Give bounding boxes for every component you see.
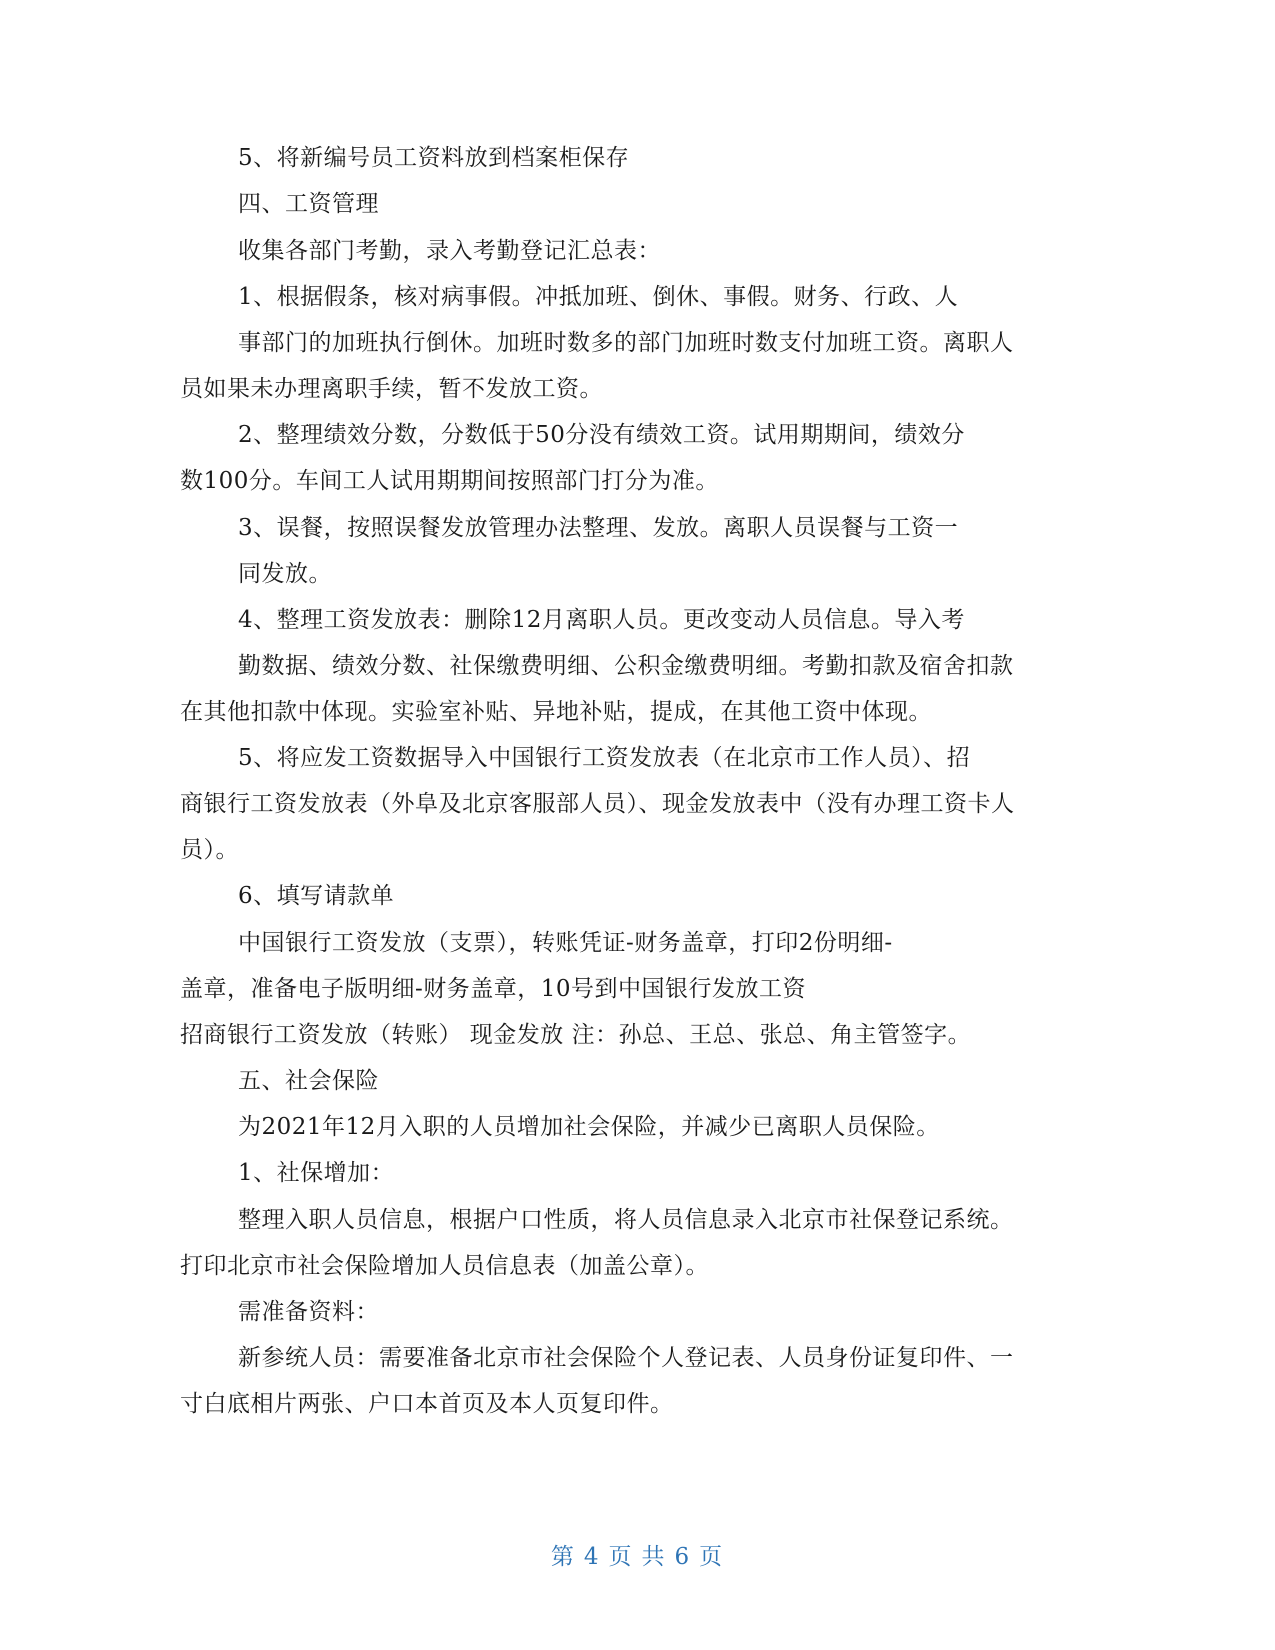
text-line: 5、将新编号员工资料放到档案柜保存 — [238, 145, 630, 171]
text-line: 勤数据、绩效分数、社保缴费明细、公积金缴费明细。考勤扣款及宿舍扣款 — [238, 653, 1014, 679]
text-line: 需准备资料： — [238, 1299, 379, 1325]
section-heading: 四、工资管理 — [238, 191, 379, 217]
text-line: 中国银行工资发放（支票），转账凭证-财务盖章，打印2份明细- — [238, 930, 893, 956]
text-line: 4、整理工资发放表：删除12月离职人员。更改变动人员信息。导入考 — [238, 607, 965, 633]
text-line: 整理入职人员信息，根据户口性质，将人员信息录入北京市社保登记系统。 — [238, 1207, 1014, 1233]
footer-mid2: 共 — [641, 1544, 667, 1570]
text-line: 新参统人员：需要准备北京市社会保险个人登记表、人员身份证复印件、一 — [238, 1345, 1014, 1371]
text-line: 1、根据假条，核对病事假。冲抵加班、倒休、事假。财务、行政、人 — [238, 284, 959, 310]
text-line: 商银行工资发放表（外阜及北京客服部人员）、现金发放表中（没有办理工资卡人 — [180, 791, 1015, 817]
footer-mid1: 页 — [608, 1544, 634, 1570]
text-line: 5、将应发工资数据导入中国银行工资发放表（在北京市工作人员）、招 — [238, 745, 971, 771]
section-heading: 五、社会保险 — [238, 1068, 379, 1094]
text-line: 招商银行工资发放（转账） 现金发放 注：孙总、王总、张总、角主管签字。 — [180, 1022, 972, 1048]
text-line: 事部门的加班执行倒休。加班时数多的部门加班时数支付加班工资。离职人 — [238, 330, 1014, 356]
text-line: 3、误餐，按照误餐发放管理办法整理、发放。离职人员误餐与工资一 — [238, 515, 959, 541]
text-line: 寸白底相片两张、户口本首页及本人页复印件。 — [180, 1391, 674, 1417]
text-line: 同发放。 — [238, 561, 332, 587]
text-line: 打印北京市社会保险增加人员信息表（加盖公章）。 — [180, 1253, 709, 1279]
footer-current-page: 4 — [583, 1544, 601, 1570]
text-line: 员如果未办理离职手续，暂不发放工资。 — [180, 376, 603, 402]
text-line: 收集各部门考勤，录入考勤登记汇总表： — [238, 238, 661, 264]
text-line: 数100分。车间工人试用期期间按照部门打分为准。 — [180, 468, 719, 494]
text-line: 2、整理绩效分数，分数低于50分没有绩效工资。试用期期间，绩效分 — [238, 422, 965, 448]
footer-prefix: 第 — [550, 1544, 576, 1570]
page-footer — [0, 1542, 1275, 1572]
text-line: 盖章，准备电子版明细-财务盖章，10号到中国银行发放工资 — [180, 976, 807, 1002]
text-line: 6、填写请款单 — [238, 883, 395, 909]
text-line: 在其他扣款中体现。实验室补贴、异地补贴，提成，在其他工资中体现。 — [180, 699, 932, 725]
text-line: 1、社保增加： — [238, 1160, 395, 1186]
text-line: 员）。 — [180, 837, 239, 863]
footer-suffix: 页 — [699, 1544, 725, 1570]
text-line: 为2021年12月入职的人员增加社会保险，并减少已离职人员保险。 — [238, 1114, 940, 1140]
footer-total-pages: 6 — [674, 1544, 692, 1570]
